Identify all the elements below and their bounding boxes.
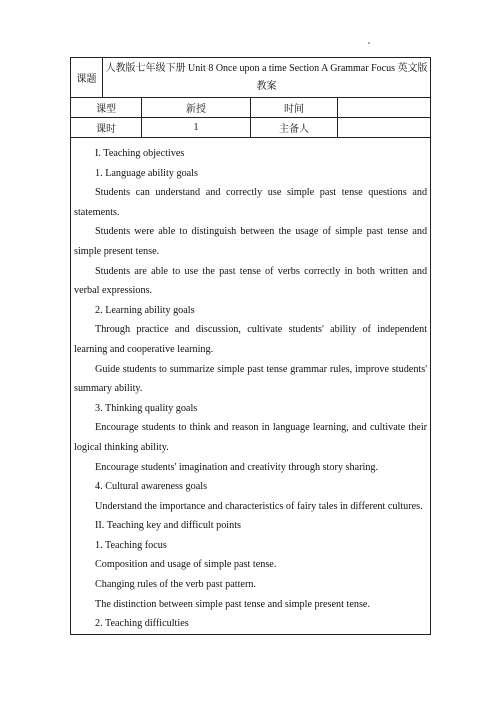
section-heading-objectives: I. Teaching objectives [95,148,185,159]
subheading-cultural-goals: 4. Cultural awareness goals [95,481,208,493]
lesson-type-value: 新授 [142,98,251,118]
title-label-cell: 课题 [71,58,103,98]
title-row [71,58,431,98]
lesson-type-label: 课型 [71,98,142,118]
paragraph: Students can understand and correctly use simple past tense questions and statements. [74,187,428,218]
period-value: 1 [142,118,251,138]
subheading-teaching-difficulties: 2. Teaching difficulties [95,618,189,630]
paragraph: Composition and usage of simple past tense. [95,559,277,571]
lesson-plan-table [70,57,431,635]
subheading-learning-goals: 2. Learning ability goals [95,304,195,316]
paragraph: Encourage students' imagination and creativity through story sharing. [95,461,379,473]
content-row [71,138,431,635]
subheading-teaching-focus: 1. Teaching focus [95,539,167,551]
paragraph: Through practice and discussion, cultivate students' ability of independent learning and cooperative learning. [74,324,428,355]
paragraph: The distinction between simple past tense and simple present tense. [95,598,370,610]
paragraph: Guide students to summarize simple past tense grammar rules, improve students' summary ability. [74,363,428,395]
subheading-language-goals: 1. Language ability goals [95,167,198,179]
paragraph: Understand the importance and characteristics of fairy tales in different cultures. [95,500,423,512]
time-value [338,98,431,118]
period-row [71,118,431,138]
paragraph: Encourage students to think and reason in language learning, and cultivate their logical thinking ability. [74,422,428,453]
lesson-title-cell: 人教版七年级下册 Unit 8 Once upon a time Section A Grammar Focus 英文版教案 [103,58,431,98]
lesson-content-cell [71,138,431,635]
time-label: 时间 [251,98,338,118]
preparer-label: 主备人 [251,118,338,138]
section-heading-key-points: II. Teaching key and difficult points [95,520,242,532]
subheading-thinking-goals: 3. Thinking quality goals [95,402,198,414]
paragraph: Students were able to distinguish between the usage of simple past tense and simple present tense. [74,226,428,257]
preparer-value [338,118,431,138]
page-dot-mark [368,42,370,44]
paragraph: Students are able to use the past tense of verbs correctly in both written and verbal expressions. [74,265,428,297]
period-label: 课时 [71,118,142,138]
paragraph: Changing rules of the verb past pattern. [95,579,256,591]
lesson-type-row [71,98,431,118]
